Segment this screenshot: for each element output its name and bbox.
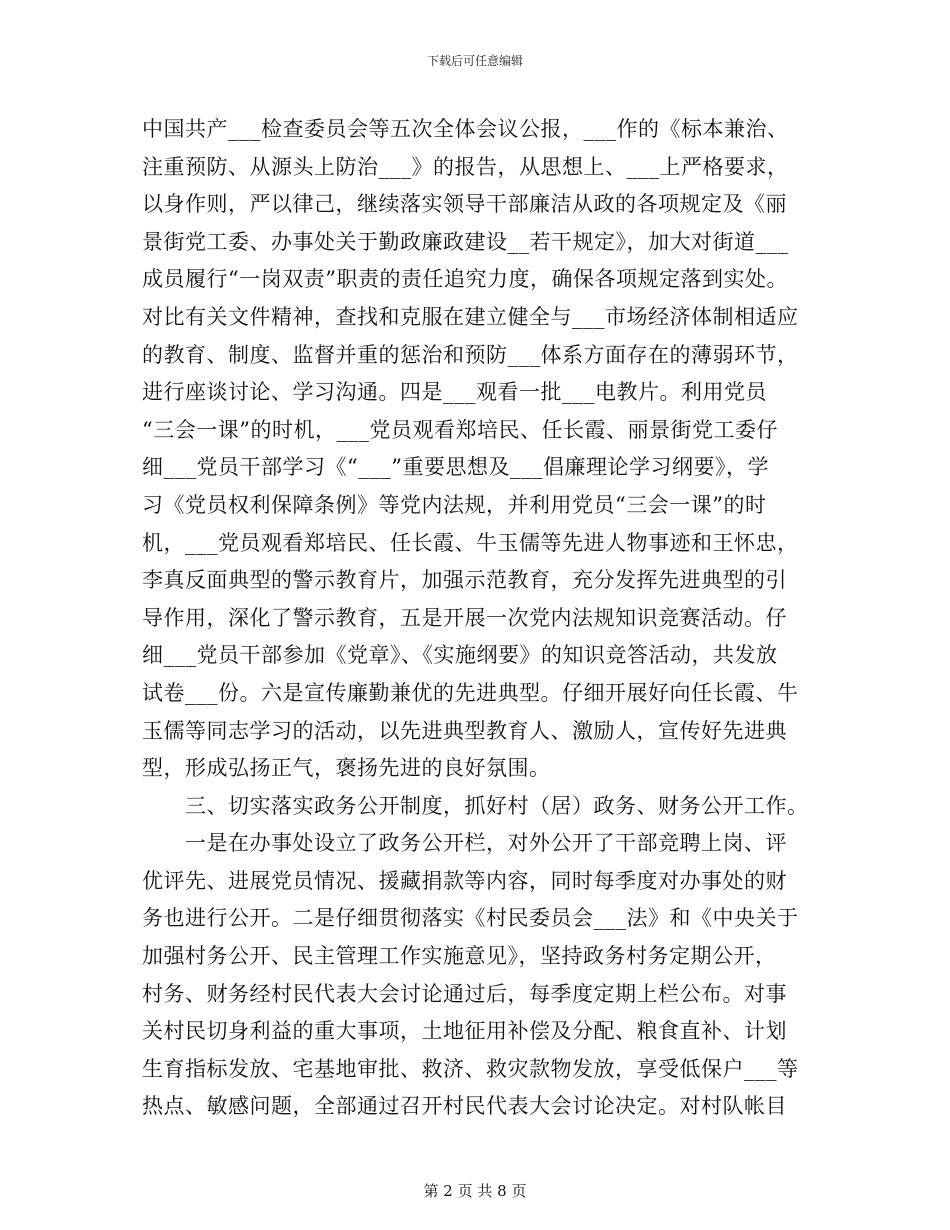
page-number-footer: 第 2 页 共 8 页: [423, 1182, 527, 1200]
text-line: 以身作则，严以律己，继续落实领导干部廉洁从政的各项规定及《丽: [142, 192, 787, 217]
text-line: 优评先、进展党员情况、援藏捐款等内容，同时每季度对办事处的财: [142, 868, 787, 893]
text-line: 习《党员权利保障条例》等党内法规，并利用党员“三会一课”的时: [142, 492, 767, 517]
text-line: 加强村务公开、民主管理工作实施意见》，坚持政务村务定期公开，: [142, 944, 777, 969]
text-line: 一是在办事处设立了政务公开栏，对外公开了干部竞聘上岗、评: [185, 831, 787, 856]
text-line: 对比有关文件精神，查找和克服在建立健全与___市场经济体制相适应: [142, 304, 799, 329]
text-line: 细___党员干部学习《“___”重要思想及___倡廉理论学习纲要》，学: [142, 455, 769, 480]
text-line: 机，___党员观看郑培民、任长霞、牛玉儒等先进人物事迹和王怀忠，: [142, 530, 799, 555]
text-line: 试卷___份。六是宣传廉勤兼优的先进典型。仔细开展好向任长霞、牛: [142, 680, 799, 705]
text-line: 导作用，深化了警示教育，五是开展一次党内法规知识竞赛活动。仔: [142, 605, 787, 630]
text-line: 细___党员干部参加《党章》、《实施纲要》的知识竞答活动，共发放: [142, 643, 778, 668]
text-line: 李真反面典型的警示教育片，加强示范教育，充分发挥先进典型的引: [142, 568, 787, 593]
text-line: 热点、敏感问题，全部通过召开村民代表大会讨论决定。对村队帐目: [142, 1094, 787, 1119]
text-line: 进行座谈讨论、学习沟通。四是___观看一批___电教片。利用党员: [142, 380, 767, 405]
text-line: 村务、财务经村民代表大会讨论通过后，每季度定期上栏公布。对事: [142, 981, 787, 1006]
text-line: “三会一课”的时机，___党员观看郑培民、任长霞、丽景街党工委仔: [142, 417, 778, 442]
text-line: 生育指标发放、宅基地审批、救济、救灾款物发放，享受低保户___等: [142, 1056, 799, 1081]
text-line: 注重预防、从源头上防治___》的报告，从思想上、___上严格要求，: [142, 154, 789, 179]
page-header: 下载后可任意编辑: [426, 54, 523, 68]
text-line: 关村民切身利益的重大事项，土地征用补偿及分配、粮食直补、计划: [142, 1019, 787, 1044]
text-line: 三、切实落实政务公开制度，抓好村（居）政务、财务公开工作。: [185, 793, 809, 818]
text-line: 型，形成弘扬正气，褒扬先进的良好氛围。: [142, 756, 551, 781]
text-line: 玉儒等同志学习的活动，以先进典型教育人、激励人，宣传好先进典: [142, 718, 787, 743]
text-line: 景街党工委、办事处关于勤政廉政建设__若干规定》，加大对街道___: [142, 229, 789, 254]
text-line: 务也进行公开。二是仔细贯彻落实《村民委员会___法》和《中央关于: [142, 906, 799, 931]
text-line: 的教育、制度、监督并重的惩治和预防___体系方面存在的薄弱环节，: [142, 342, 799, 367]
document-body: [142, 111, 822, 1126]
text-line: 成员履行“一岗双责”职责的责任追究力度，确保各项规定落到实处。: [142, 267, 788, 292]
text-line: 中国共产___检查委员会等五次全体会议公报，___作的《标本兼治、: [142, 117, 789, 141]
